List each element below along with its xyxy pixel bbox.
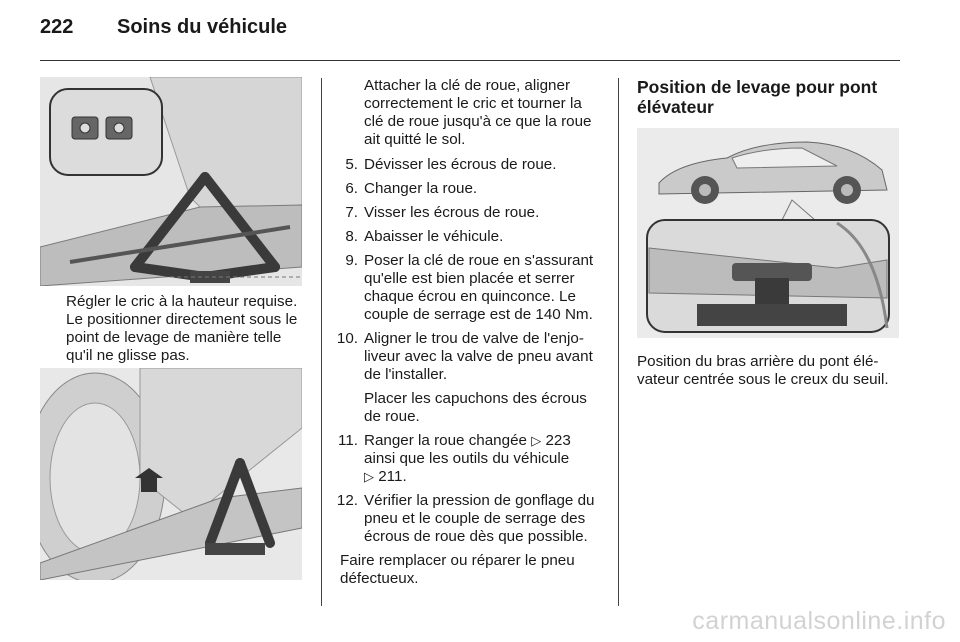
step-8	[320, 228, 605, 246]
step-text: Visser les écrous de roue.	[364, 204, 540, 221]
step-number: 10.	[336, 330, 358, 347]
section-heading: Position de levage pour pont élévateur	[637, 77, 878, 117]
reference-icon: ▷	[531, 433, 542, 448]
lift-caption-text: Position du bras arrière du pont élé-vateur centrée sous le creux du seuil.	[637, 353, 889, 388]
step-7	[320, 204, 605, 222]
step-12	[320, 492, 605, 546]
step-text-secondary: Placer les capuchons des écrous de roue.	[364, 390, 587, 425]
column-divider-right	[618, 78, 619, 606]
step-intro-text: Attacher la clé de roue, aligner correctement le cric et tourner la clé de roue jusqu'à ce que la roue ait quitté le sol.	[364, 77, 592, 148]
step-text: Dévisser les écrous de roue.	[364, 156, 557, 173]
page-reference-link[interactable]: 211.	[378, 468, 407, 485]
step-6	[320, 180, 605, 198]
jack-under-sill-illustration	[40, 368, 302, 580]
step-text	[364, 432, 605, 486]
lift-position-illustration	[637, 128, 899, 338]
step-9	[320, 252, 605, 324]
step-5	[320, 156, 605, 174]
jack-caption-text: Régler le cric à la hauteur requise. Le positionner directement sous le point de levage de manière telle qu'il ne glisse pas.	[66, 293, 298, 364]
step-number: 7.	[345, 204, 358, 221]
step-text: Abaisser le véhicule.	[364, 228, 504, 245]
step-number: 6.	[345, 180, 358, 197]
step-number: 11.	[338, 432, 358, 449]
page-number: 222	[40, 16, 74, 38]
closing-text: Faire remplacer ou réparer le pneu défectueux.	[340, 552, 575, 587]
procedure-column	[320, 77, 605, 588]
step-11	[320, 432, 605, 486]
step-11-text-a: Ranger la roue changée	[364, 432, 527, 449]
watermark: carmanualsonline.info	[692, 607, 946, 635]
step-number: 12.	[336, 492, 358, 509]
page-header	[0, 0, 960, 62]
reference-icon: ▷	[364, 469, 374, 484]
page-reference-link[interactable]: 223	[545, 432, 571, 449]
step-text: Changer la roue.	[364, 180, 478, 197]
step-10	[320, 330, 605, 426]
step-number: 9.	[345, 252, 358, 269]
step-text: Aligner le trou de valve de l'enjo-liveur avec la valve de pneu avant de l'installer.	[364, 330, 593, 383]
procedure-steps	[320, 77, 605, 546]
page-title: Soins du véhicule	[117, 16, 288, 38]
header-rule	[40, 60, 900, 61]
step-intro	[320, 77, 605, 149]
jack-positioning-illustration	[40, 77, 302, 286]
step-number: 5.	[345, 156, 358, 173]
jack-caption	[66, 293, 306, 365]
step-text: Poser la clé de roue en s'assurant qu'elle est bien placée et serrer chaque écrou en quinconce. Le couple de serrage est de 140 Nm.	[364, 252, 594, 323]
step-text: Vérifier la pression de gonflage du pneu et le couple de serrage des écrous de roue dès que possible.	[364, 492, 595, 545]
step-11-text-b: ainsi que les outils du véhicule	[364, 450, 570, 467]
lift-caption	[637, 353, 899, 389]
step-number: 8.	[345, 228, 358, 245]
